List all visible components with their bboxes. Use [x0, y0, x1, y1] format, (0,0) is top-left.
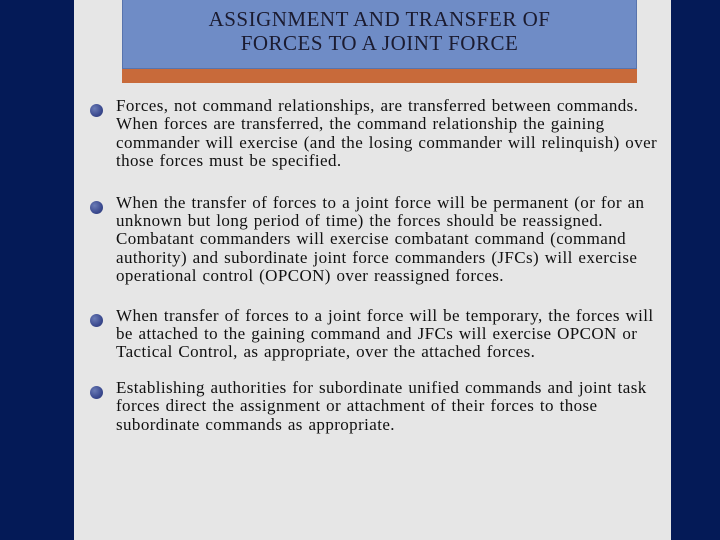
bullet-dot-icon	[90, 104, 103, 117]
bullet-text: When transfer of forces to a joint force will be temporary, the forces will be attached to the gaining command and JFCs will exercise OPCON or Tactical Control, as appropriate, over the attached forces.	[116, 305, 654, 362]
bullet-text: When the transfer of forces to a joint force will be permanent (or for an unknown but long period of time) the forces should be reassigned. Combatant commanders will exercise combatant command (command authority) and subordinate joint force commanders (JFCs) will exercise operational control (OPCON) over reassigned forces.	[116, 192, 645, 286]
bullet-text: Forces, not command relationships, are transferred between commands. When forces are transferred, the command relationship the gaining commander will exercise (and the losing commander will relinquish) over those forces must be specified.	[116, 96, 658, 171]
bullet-dot-icon	[90, 314, 103, 327]
title-accent-bar	[122, 69, 637, 83]
bullet-item	[88, 97, 658, 171]
slide-panel	[74, 0, 671, 540]
bullet-item	[88, 194, 658, 286]
bullet-list	[88, 97, 658, 455]
bullet-dot-icon	[90, 386, 103, 399]
bullet-item	[88, 307, 658, 362]
bullet-dot-icon	[90, 201, 103, 214]
bullet-text: Establishing authorities for subordinate unified commands and joint task forces direct the assignment or attachment of their forces to those subordinate commands as appropriate.	[116, 377, 647, 434]
title-bar	[122, 0, 637, 69]
bullet-item	[88, 379, 658, 434]
slide-title: ASSIGNMENT AND TRANSFER OF FORCES TO A JOINT FORCE	[208, 7, 551, 55]
